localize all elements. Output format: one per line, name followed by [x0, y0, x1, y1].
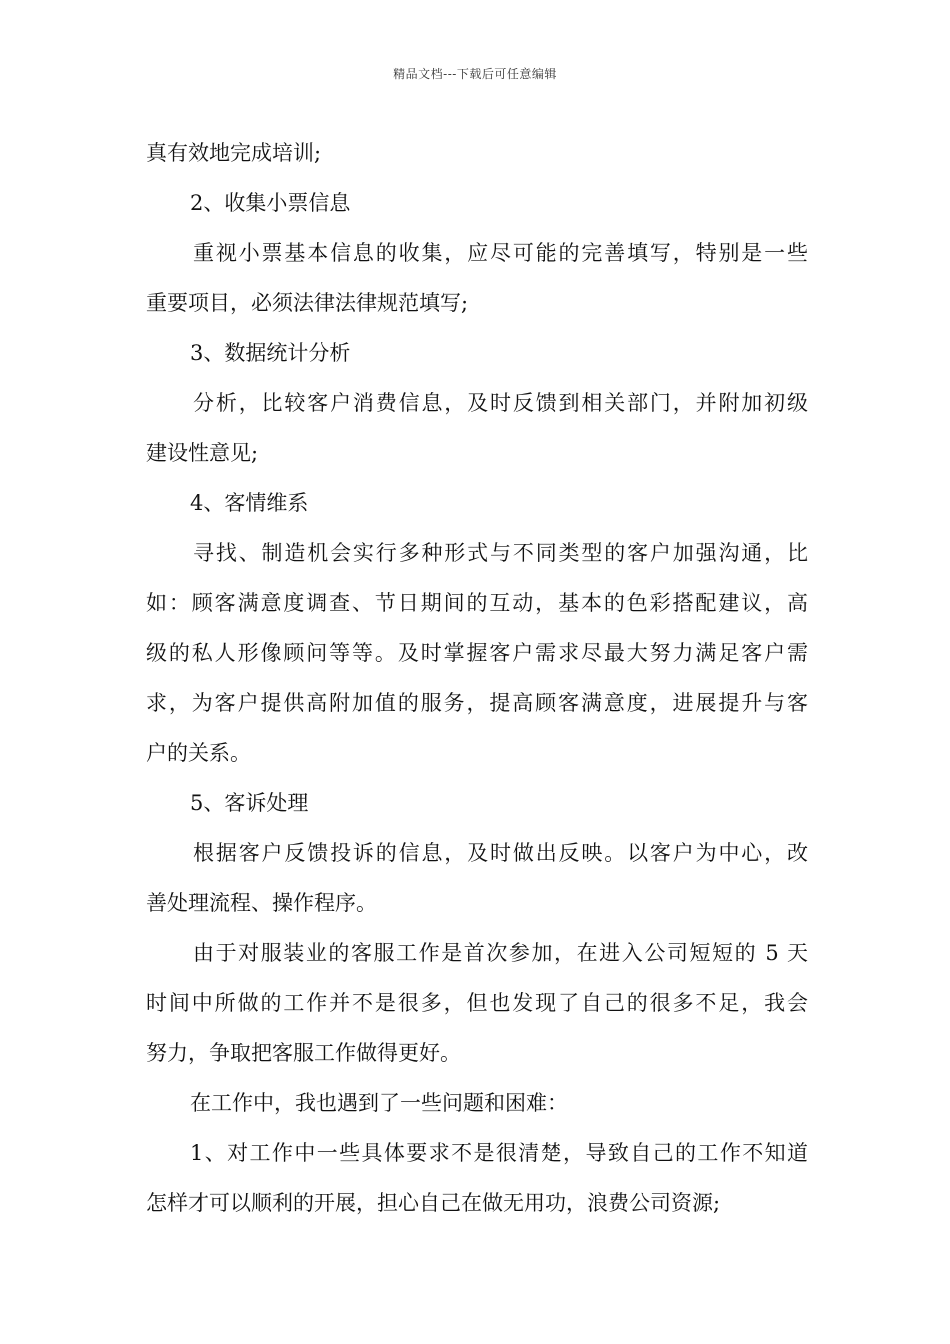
paragraph-line: 真有效地完成培训;: [146, 141, 322, 165]
paragraph-line: 分析，比较客户消费信息，及时反馈到相关部门，并附加初级: [193, 391, 808, 415]
paragraph-line: 时间中所做的工作并不是很多，但也发现了自己的很多不足，我会: [146, 991, 808, 1015]
paragraph-line: 求，为客户提供高附加值的服务，提高顾客满意度，进展提升与客: [146, 691, 808, 715]
paragraph-line: 善处理流程、操作程序。: [146, 891, 377, 915]
paragraph-line: 根据客户反馈投诉的信息，及时做出反映。以客户为中心，改: [193, 841, 808, 865]
paragraph-line: 重要项目，必须法律法律规范填写;: [146, 291, 469, 315]
section-heading: 5、客诉处理: [190, 791, 309, 815]
paragraph-line: 1、对工作中一些具体要求不是很清楚，导致自己的工作不知道: [190, 1141, 808, 1165]
document-body: [146, 128, 808, 1228]
paragraph-line: 在工作中，我也遇到了一些问题和困难：: [190, 1091, 568, 1115]
page-header: 精品文档---下载后可任意编辑: [393, 67, 557, 81]
section-heading: 2、收集小票信息: [190, 191, 351, 215]
section-heading: 3、数据统计分析: [190, 341, 351, 365]
section-heading: 4、客情维系: [190, 491, 309, 515]
paragraph-line: 如：顾客满意度调查、节日期间的互动，基本的色彩搭配建议，高: [146, 591, 808, 615]
paragraph-line: 由于对服装业的客服工作是首次参加，在进入公司短短的 5 天: [193, 941, 808, 965]
paragraph-line: 寻找、制造机会实行多种形式与不同类型的客户加强沟通，比: [193, 541, 808, 565]
paragraph-line: 重视小票基本信息的收集，应尽可能的完善填写，特别是一些: [193, 241, 808, 265]
paragraph-line: 户的关系。: [146, 741, 251, 765]
paragraph-line: 努力，争取把客服工作做得更好。: [146, 1041, 461, 1065]
paragraph-line: 级的私人形像顾问等等。及时掌握客户需求尽最大努力满足客户需: [146, 641, 808, 665]
paragraph-line: 怎样才可以顺利的开展，担心自己在做无用功，浪费公司资源;: [146, 1191, 721, 1215]
paragraph-line: 建设性意见;: [146, 441, 259, 465]
